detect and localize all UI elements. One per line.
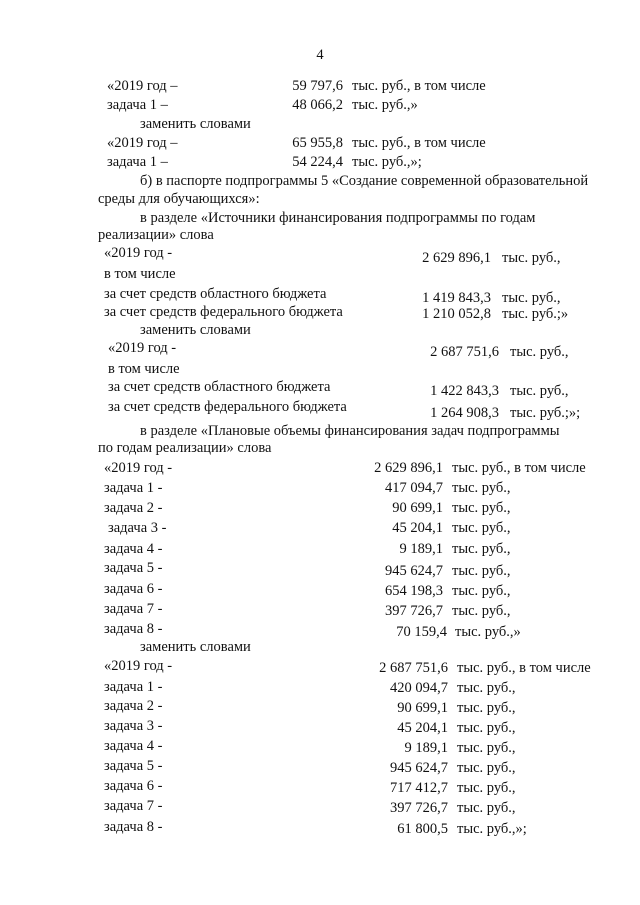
tasks-old-row-amount: 45 204,1 [392, 520, 443, 536]
replace-with-phrase: заменить словами [140, 116, 251, 132]
funding-old-year-amount: 2 629 896,1 [422, 250, 491, 266]
funding-old-including: в том числе [104, 266, 176, 282]
block2-row-unit: тыс. руб.,»; [352, 154, 422, 170]
tasks-new-row-amount: 397 726,7 [390, 800, 448, 816]
funding-old-federal-unit: тыс. руб.;» [502, 306, 569, 322]
page-number: 4 [316, 47, 324, 63]
section1-line1: в разделе «Источники финансирования подпрограммы по годам [140, 210, 536, 226]
tasks-new-row-amount: 9 189,1 [404, 740, 448, 756]
tasks-old-row-label: задача 2 - [104, 500, 163, 516]
tasks-old-row-amount: 90 699,1 [392, 500, 443, 516]
funding-new-regional-amount: 1 422 843,3 [430, 383, 499, 399]
tasks-old-row-label: задача 8 - [104, 621, 163, 637]
funding-new-regional-unit: тыс. руб., [510, 383, 569, 399]
tasks-new-row-amount: 945 624,7 [390, 760, 448, 776]
funding-old-year-unit: тыс. руб., [502, 250, 561, 266]
tasks-new-row-label: задача 5 - [104, 758, 163, 774]
funding-new-federal-unit: тыс. руб.;»; [510, 405, 581, 421]
item-b-line2: среды для обучающихся»: [98, 191, 260, 207]
block2-row-amount: 54 224,4 [292, 154, 343, 170]
tasks-new-row-amount: 2 687 751,6 [379, 660, 448, 676]
tasks-new-row-label: задача 6 - [104, 778, 163, 794]
tasks-new-row-unit: тыс. руб., [457, 780, 516, 796]
funding-new-federal-amount: 1 264 908,3 [430, 405, 499, 421]
tasks-new-row-label: задача 8 - [104, 819, 163, 835]
tasks-new-row-unit: тыс. руб., [457, 760, 516, 776]
tasks-old-row-unit: тыс. руб., [452, 563, 511, 579]
replace-with-phrase: заменить словами [140, 322, 251, 338]
block2-row-label: «2019 год – [107, 135, 178, 151]
tasks-old-row-amount: 654 198,3 [385, 583, 443, 599]
funding-new-year-label: «2019 год - [108, 340, 177, 356]
tasks-new-row-unit: тыс. руб., [457, 800, 516, 816]
block1-row-unit: тыс. руб., в том числе [352, 78, 486, 94]
tasks-old-row-label: «2019 год - [104, 460, 173, 476]
funding-new-year-unit: тыс. руб., [510, 344, 569, 360]
tasks-old-row-unit: тыс. руб., [452, 480, 511, 496]
tasks-old-row-label: задача 7 - [104, 601, 163, 617]
funding-new-federal-label: за счет средств федерального бюджета [108, 399, 347, 415]
tasks-old-row-unit: тыс. руб., [452, 583, 511, 599]
block2-row-unit: тыс. руб., в том числе [352, 135, 486, 151]
tasks-new-row-amount: 45 204,1 [397, 720, 448, 736]
tasks-new-row-amount: 90 699,1 [397, 700, 448, 716]
tasks-new-row-label: задача 3 - [104, 718, 163, 734]
tasks-old-row-label: задача 1 - [104, 480, 163, 496]
tasks-old-row-amount: 9 189,1 [399, 541, 443, 557]
tasks-new-row-label: задача 7 - [104, 798, 163, 814]
tasks-old-row-amount: 397 726,7 [385, 603, 443, 619]
funding-new-including: в том числе [108, 361, 180, 377]
tasks-new-row-unit: тыс. руб., [457, 740, 516, 756]
tasks-new-row-amount: 717 412,7 [390, 780, 448, 796]
tasks-old-row-amount: 2 629 896,1 [374, 460, 443, 476]
section2-line2: по годам реализации» слова [98, 440, 272, 456]
funding-new-regional-label: за счет средств областного бюджета [108, 379, 331, 395]
tasks-old-row-unit: тыс. руб., [452, 500, 511, 516]
block2-row-amount: 65 955,8 [292, 135, 343, 151]
funding-old-federal-label: за счет средств федерального бюджета [104, 304, 343, 320]
funding-old-regional-label: за счет средств областного бюджета [104, 286, 327, 302]
tasks-new-row-unit: тыс. руб., в том числе [457, 660, 591, 676]
tasks-old-row-label: задача 3 - [108, 520, 167, 536]
tasks-old-row-unit: тыс. руб., [452, 541, 511, 557]
section2-line1: в разделе «Плановые объемы финансирования задач подпрограммы [140, 423, 560, 439]
tasks-old-row-unit: тыс. руб., [452, 520, 511, 536]
funding-old-regional-amount: 1 419 843,3 [422, 290, 491, 306]
funding-old-regional-unit: тыс. руб., [502, 290, 561, 306]
section1-line2: реализации» слова [98, 227, 214, 243]
block2-row-label: задача 1 – [107, 154, 168, 170]
tasks-new-row-unit: тыс. руб.,»; [457, 821, 527, 837]
tasks-new-row-amount: 420 094,7 [390, 680, 448, 696]
funding-new-year-amount: 2 687 751,6 [430, 344, 499, 360]
block1-row-amount: 48 066,2 [292, 97, 343, 113]
tasks-new-row-label: задача 2 - [104, 698, 163, 714]
funding-old-federal-amount: 1 210 052,8 [422, 306, 491, 322]
tasks-old-row-amount: 945 624,7 [385, 563, 443, 579]
tasks-new-row-unit: тыс. руб., [457, 720, 516, 736]
tasks-old-row-unit: тыс. руб., [452, 603, 511, 619]
replace-with-phrase: заменить словами [140, 639, 251, 655]
tasks-new-row-label: «2019 год - [104, 658, 173, 674]
tasks-old-row-unit: тыс. руб., в том числе [452, 460, 586, 476]
tasks-new-row-label: задача 1 - [104, 679, 163, 695]
tasks-old-row-amount: 417 094,7 [385, 480, 443, 496]
tasks-old-row-unit: тыс. руб.,» [455, 624, 521, 640]
tasks-old-row-amount: 70 159,4 [396, 624, 447, 640]
tasks-old-row-label: задача 4 - [104, 541, 163, 557]
block1-row-label: «2019 год – [107, 78, 178, 94]
block1-row-label: задача 1 – [107, 97, 168, 113]
tasks-new-row-label: задача 4 - [104, 738, 163, 754]
tasks-new-row-unit: тыс. руб., [457, 680, 516, 696]
funding-old-year-label: «2019 год - [104, 245, 173, 261]
item-b-line1: б) в паспорте подпрограммы 5 «Создание современной образовательной [140, 173, 589, 189]
tasks-old-row-label: задача 6 - [104, 581, 163, 597]
tasks-old-row-label: задача 5 - [104, 560, 163, 576]
block1-row-amount: 59 797,6 [292, 78, 343, 94]
tasks-new-row-unit: тыс. руб., [457, 700, 516, 716]
tasks-new-row-amount: 61 800,5 [397, 821, 448, 837]
block1-row-unit: тыс. руб.,» [352, 97, 418, 113]
